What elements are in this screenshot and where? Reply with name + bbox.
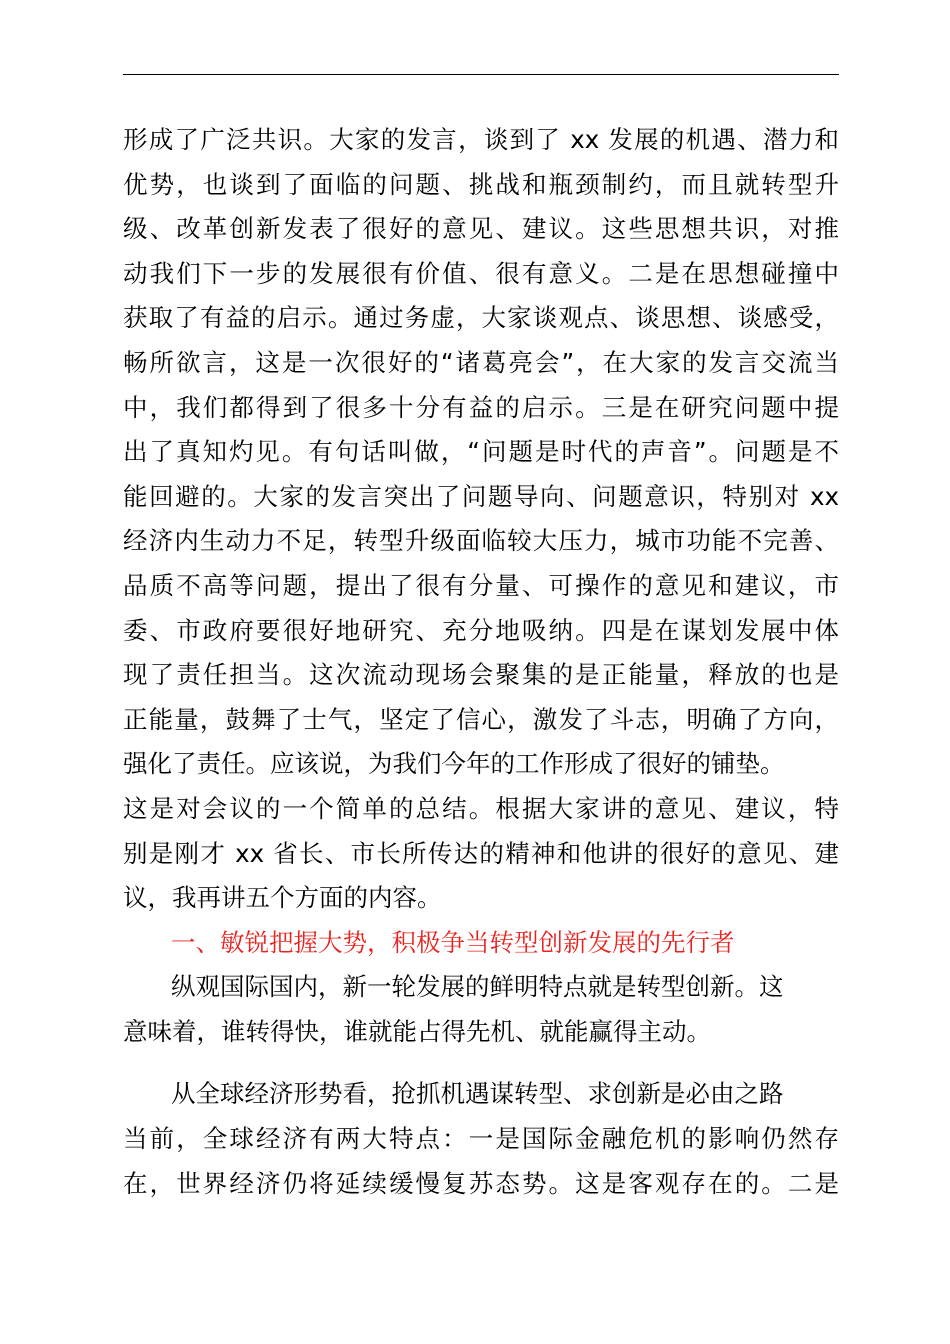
text-line: 获取了有益的启示。通过务虚，大家谈观点、谈思想、谈感受， (123, 303, 839, 333)
text-line: 能回避的。大家的发言突出了问题导向、问题意识，特别对 xx (123, 481, 839, 511)
text-line: 优势，也谈到了面临的问题、挑战和瓶颈制约，而且就转型升 (123, 169, 839, 199)
text-line: 意味着，谁转得快，谁就能占得先机、就能赢得主动。 (123, 1016, 711, 1046)
text-line: 纵观国际国内，新一轮发展的鲜明特点就是转型创新。这 (171, 972, 784, 1002)
text-line: 正能量，鼓舞了士气，坚定了信心，激发了斗志，明确了方向， (123, 704, 839, 734)
text-line: 这是对会议的一个简单的总结。根据大家讲的意见、建议，特 (123, 793, 839, 823)
text-line: 中，我们都得到了很多十分有益的启示。三是在研究问题中提 (123, 392, 839, 422)
text-line: 出了真知灼见。有句话叫做，“问题是时代的声音”。问题是不 (123, 437, 839, 467)
text-line: 品质不高等问题，提出了很有分量、可操作的意见和建议，市 (123, 570, 839, 600)
text-line: 级、改革创新发表了很好的意见、建议。这些思想共识，对推 (123, 214, 839, 244)
text-line: 从全球经济形势看，抢抓机遇谋转型、求创新是必由之路 (171, 1079, 784, 1109)
section-heading: 一、敏锐把握大势，积极争当转型创新发展的先行者 (171, 927, 735, 957)
text-line: 别是刚才 xx 省长、市长所传达的精神和他讲的很好的意见、建 (123, 838, 839, 868)
header-rule (123, 74, 839, 75)
text-line: 议，我再讲五个方面的内容。 (123, 883, 442, 913)
text-line: 委、市政府要很好地研究、充分地吸纳。四是在谋划发展中体 (123, 615, 839, 645)
body-text (123, 118, 839, 1206)
text-line: 畅所欲言，这是一次很好的“诸葛亮会”，在大家的发言交流当 (123, 347, 839, 377)
text-line: 形成了广泛共识。大家的发言，谈到了 xx 发展的机遇、潜力和 (123, 125, 839, 154)
text-line: 当前，全球经济有两大特点：一是国际金融危机的影响仍然存 (123, 1124, 839, 1154)
paragraph-gap (123, 1054, 839, 1072)
text-line: 在，世界经济仍将延续缓慢复苏态势。这是客观存在的。二是 (123, 1168, 839, 1198)
text-line: 强化了责任。应该说，为我们今年的工作形成了很好的铺垫。 (123, 749, 785, 779)
text-line: 动我们下一步的发展很有价值、很有意义。二是在思想碰撞中 (123, 258, 839, 288)
text-line: 经济内生动力不足，转型升级面临较大压力，城市功能不完善、 (123, 526, 839, 556)
text-line: 现了责任担当。这次流动现场会聚集的是正能量，释放的也是 (123, 660, 839, 690)
